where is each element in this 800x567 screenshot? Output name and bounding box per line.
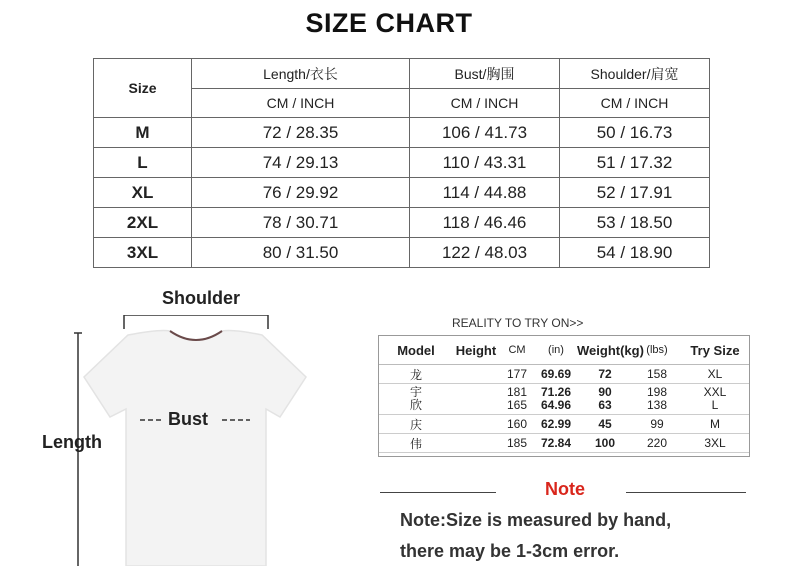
weight-kg-cell: 90 (598, 385, 612, 399)
note-text (400, 505, 671, 567)
table-row (94, 238, 710, 268)
height-cm-cell: 177 (499, 365, 535, 384)
length-label: Length (42, 432, 102, 452)
note-line-1: Note:Size is measured by hand, (400, 510, 672, 530)
size-column-header: Size (94, 59, 192, 118)
cm-header: CM (499, 336, 535, 365)
height-cm-cell: 185 (499, 434, 535, 453)
bust-cell: 106 / 41.73 (410, 118, 560, 148)
size-cell: M (94, 118, 192, 148)
size-cell: 2XL (94, 208, 192, 238)
try-size-cell: XL (681, 365, 749, 384)
height-in-cell: 69.69 (535, 365, 577, 384)
table-row (379, 415, 749, 434)
table-row (94, 208, 710, 238)
in-header: (in) (535, 336, 577, 365)
model-cell: 宇 (409, 385, 422, 399)
try-size-header: Try Size (681, 336, 749, 365)
size-cell: L (94, 148, 192, 178)
table-row (379, 365, 749, 384)
reality-table-box (378, 335, 750, 457)
height-in-cell: 72.84 (535, 434, 577, 453)
height-cm-cell: 165 (506, 398, 528, 412)
tshirt-shape (84, 331, 306, 567)
tshirt-diagram-icon (70, 315, 310, 566)
note-divider-left (380, 492, 496, 493)
table-row (94, 178, 710, 208)
weight-kg-cell: 100 (577, 434, 633, 453)
model-cell: 伟 (379, 434, 453, 453)
shoulder-cell: 51 / 17.32 (560, 148, 710, 178)
bust-unit: CM / INCH (410, 89, 560, 118)
bust-cell: 114 / 44.88 (410, 178, 560, 208)
model-cell: 欣 (409, 398, 422, 412)
shoulder-cell: 54 / 18.90 (560, 238, 710, 268)
shoulder-label: Shoulder (162, 288, 241, 308)
shoulder-cell: 53 / 18.50 (560, 208, 710, 238)
bust-column-header: Bust/胸围 (410, 59, 560, 89)
weight-kg-cell: 72 (577, 365, 633, 384)
reality-table (379, 336, 749, 453)
height-cm-cell: 181 (506, 385, 528, 399)
weight-lbs-cell: 158 (633, 365, 681, 384)
length-cell: 80 / 31.50 (192, 238, 410, 268)
shoulder-cell: 50 / 16.73 (560, 118, 710, 148)
table-row (94, 148, 710, 178)
weight-lbs-cell: 138 (646, 398, 668, 412)
bust-label: Bust (168, 409, 208, 429)
weight-lbs-cell: 198 (646, 385, 668, 399)
shoulder-column-header: Shoulder/肩宽 (560, 59, 710, 89)
length-cell: 72 / 28.35 (192, 118, 410, 148)
bust-cell: 118 / 46.46 (410, 208, 560, 238)
shoulder-cell: 52 / 17.91 (560, 178, 710, 208)
height-header: Height (453, 336, 499, 365)
try-size-cell: L (711, 398, 719, 412)
weight-lbs-cell: 99 (633, 415, 681, 434)
size-cell: 3XL (94, 238, 192, 268)
table-row (94, 118, 710, 148)
model-cell: 龙 (379, 365, 453, 384)
height-cm-cell: 160 (499, 415, 535, 434)
try-size-cell: 3XL (681, 434, 749, 453)
height-in-cell: 64.96 (540, 398, 572, 412)
lbs-header: (lbs) (633, 336, 681, 365)
height-in-cell: 62.99 (535, 415, 577, 434)
table-row (379, 434, 749, 453)
bust-cell: 110 / 43.31 (410, 148, 560, 178)
note-line-2: there may be 1-3cm error. (400, 541, 620, 561)
model-header: Model (379, 336, 453, 365)
table-header-row (94, 59, 710, 89)
model-cell: 庆 (379, 415, 453, 434)
height-in-cell: 71.26 (540, 385, 572, 399)
bust-cell: 122 / 48.03 (410, 238, 560, 268)
length-cell: 74 / 29.13 (192, 148, 410, 178)
table-row (379, 384, 749, 415)
note-title: Note (545, 479, 585, 499)
length-column-header: Length/衣长 (192, 59, 410, 89)
length-cell: 78 / 30.71 (192, 208, 410, 238)
weight-header: Weight(kg) (577, 336, 633, 365)
size-chart-table (93, 58, 710, 268)
reality-header-row (379, 336, 749, 365)
length-cell: 76 / 29.92 (192, 178, 410, 208)
note-divider-right (626, 492, 746, 493)
size-cell: XL (94, 178, 192, 208)
shoulder-unit: CM / INCH (560, 89, 710, 118)
try-size-cell: M (681, 415, 749, 434)
weight-kg-cell: 63 (598, 398, 612, 412)
weight-lbs-cell: 220 (633, 434, 681, 453)
weight-kg-cell: 45 (577, 415, 633, 434)
page-title: SIZE CHART (305, 8, 473, 38)
try-size-cell: XXL (703, 385, 727, 399)
length-unit: CM / INCH (192, 89, 410, 118)
shoulder-measure-line (124, 315, 268, 329)
reality-title: REALITY TO TRY ON>> (452, 316, 584, 330)
